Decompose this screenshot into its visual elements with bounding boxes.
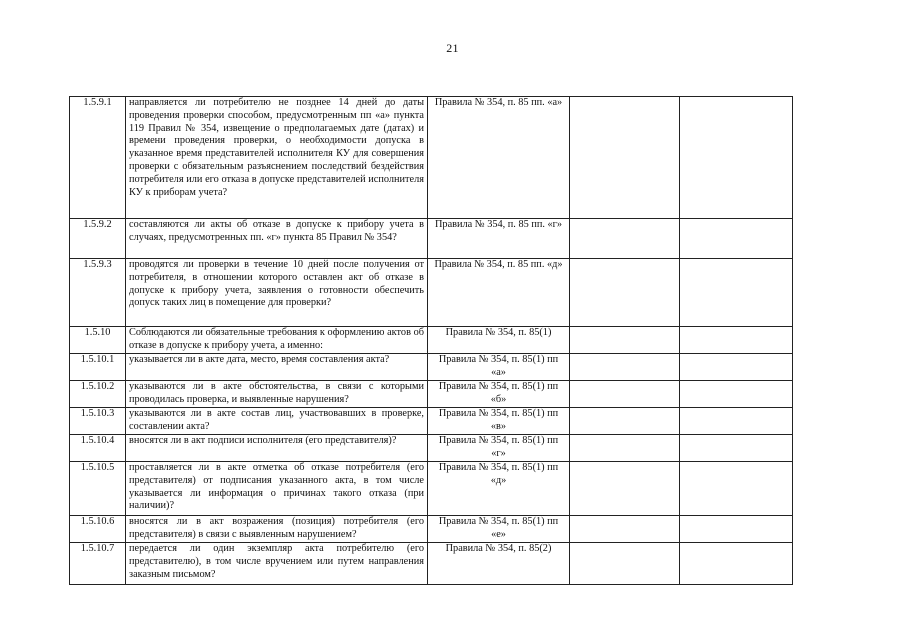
note-cell [680, 259, 793, 327]
table-row [70, 516, 793, 543]
item-number: 1.5.9.2 [70, 219, 126, 259]
table-row [70, 259, 793, 327]
note-cell [680, 462, 793, 516]
answer-cell [570, 354, 680, 381]
question-text: передается ли один экземпляр акта потребителю (его представителю), в том числе вручением или путем направления заказным письмом? [126, 543, 428, 585]
note-cell [680, 435, 793, 462]
note-cell [680, 327, 793, 354]
answer-cell [570, 408, 680, 435]
question-text: проставляется ли в акте отметка об отказе потребителя (его представителя) от подписания указанного акта, в том числе указывается ли информация о причинах такого отказа (при наличии)? [126, 462, 428, 516]
answer-cell [570, 97, 680, 219]
table-row [70, 97, 793, 219]
table-row [70, 543, 793, 585]
question-text: проводятся ли проверки в течение 10 дней после получения от потребителя, в отношении которого оставлен акт об отказе в допуске к прибору учета, заявления о готовности обеспечить допуск таких лиц в помещение для проверки? [126, 259, 428, 327]
note-cell [680, 408, 793, 435]
item-number: 1.5.10.7 [70, 543, 126, 585]
answer-cell [570, 543, 680, 585]
question-text: указываются ли в акте обстоятельства, в связи с которыми проводилась проверка, и выявленные нарушения? [126, 381, 428, 408]
question-text: направляется ли потребителю не позднее 14 дней до даты проведения проверки способом, предусмотренным пп «а» пункта 119 Правил № 354, извещение о предполагаемых дате (датах) и времени проведения проверки, о необходимости допуска в указанное время представителей исполнителя КУ для совершения проверки с обязательным разъяснением последствий бездействия потребителя или его отказа в допуске представителей исполнителя КУ к приборам учета? [126, 97, 428, 219]
question-text: вносятся ли в акт подписи исполнителя (его представителя)? [126, 435, 428, 462]
item-number: 1.5.10.6 [70, 516, 126, 543]
legal-reference: Правила № 354, п. 85 пп. «д» [428, 259, 570, 327]
answer-cell [570, 381, 680, 408]
table-row [70, 462, 793, 516]
item-number: 1.5.10.5 [70, 462, 126, 516]
answer-cell [570, 327, 680, 354]
legal-reference: Правила № 354, п. 85 пп. «а» [428, 97, 570, 219]
item-number: 1.5.10 [70, 327, 126, 354]
item-number: 1.5.10.2 [70, 381, 126, 408]
question-text: составляются ли акты об отказе в допуске к прибору учета в случаях, предусмотренных пп. «г» пункта 85 Правил № 354? [126, 219, 428, 259]
answer-cell [570, 516, 680, 543]
answer-cell [570, 219, 680, 259]
note-cell [680, 516, 793, 543]
table-row [70, 219, 793, 259]
checklist-table [69, 96, 793, 585]
question-text: указываются ли в акте состав лиц, участвовавших в проверке, составлении акта? [126, 408, 428, 435]
item-number: 1.5.9.3 [70, 259, 126, 327]
legal-reference: Правила № 354, п. 85 пп. «г» [428, 219, 570, 259]
legal-reference: Правила № 354, п. 85(1) пп «а» [428, 354, 570, 381]
note-cell [680, 381, 793, 408]
question-text: Соблюдаются ли обязательные требования к оформлению актов об отказе в допуске к прибору учета, а именно: [126, 327, 428, 354]
answer-cell [570, 259, 680, 327]
note-cell [680, 354, 793, 381]
item-number: 1.5.10.4 [70, 435, 126, 462]
note-cell [680, 97, 793, 219]
table-row [70, 408, 793, 435]
legal-reference: Правила № 354, п. 85(1) пп «д» [428, 462, 570, 516]
answer-cell [570, 462, 680, 516]
note-cell [680, 219, 793, 259]
legal-reference: Правила № 354, п. 85(1) [428, 327, 570, 354]
legal-reference: Правила № 354, п. 85(1) пп «г» [428, 435, 570, 462]
legal-reference: Правила № 354, п. 85(1) пп «е» [428, 516, 570, 543]
answer-cell [570, 435, 680, 462]
item-number: 1.5.10.3 [70, 408, 126, 435]
legal-reference: Правила № 354, п. 85(2) [428, 543, 570, 585]
legal-reference: Правила № 354, п. 85(1) пп «в» [428, 408, 570, 435]
item-number: 1.5.10.1 [70, 354, 126, 381]
table-row [70, 327, 793, 354]
table-row [70, 381, 793, 408]
note-cell [680, 543, 793, 585]
question-text: указывается ли в акте дата, место, время составления акта? [126, 354, 428, 381]
page-number: 21 [446, 41, 459, 55]
table-row [70, 354, 793, 381]
item-number: 1.5.9.1 [70, 97, 126, 219]
legal-reference: Правила № 354, п. 85(1) пп «б» [428, 381, 570, 408]
table-row [70, 435, 793, 462]
question-text: вносятся ли в акт возражения (позиция) потребителя (его представителя) в связи с выявленным нарушением? [126, 516, 428, 543]
